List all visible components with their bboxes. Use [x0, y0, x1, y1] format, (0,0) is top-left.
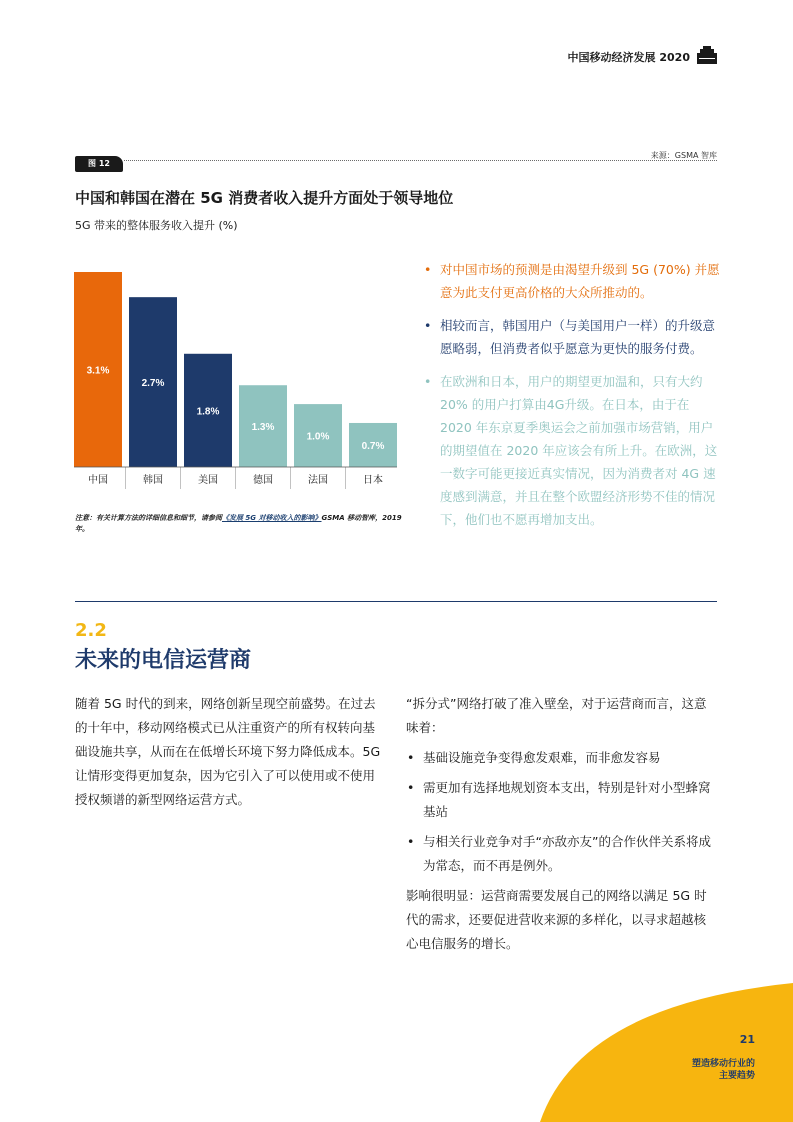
- insight-china: [420, 258, 720, 304]
- chart-note-prefix: 注意：有关计算方法的详细信息和细节，请参阅: [75, 514, 222, 522]
- corner-decoration: [540, 975, 793, 1122]
- figure-subtitle: 5G 带来的整体服务收入提升 (%): [75, 219, 238, 232]
- bullet-icon: •: [424, 318, 432, 333]
- x-tick-label: 法国: [308, 475, 328, 486]
- gsma-logo-icon: [697, 46, 717, 64]
- footer-label-line1: 塑造移动行业的: [691, 1059, 755, 1069]
- figure-source: 来源：GSMA 智库: [650, 151, 717, 160]
- bar-chart: [70, 262, 405, 492]
- bar-value-label: 3.1%: [86, 365, 110, 377]
- footer-label-line2: 主要趋势: [718, 1071, 755, 1081]
- bullet-icon: •: [407, 834, 415, 849]
- list-item-text: 与相关行业竞争对手“亦敌亦友”的合作伙伴关系将成为常态，而不再是例外。: [423, 834, 711, 873]
- right-intro: “拆分式”网络打破了准入壁垒，对于运营商而言，这意味着：: [406, 696, 707, 735]
- list-item-text: 需更加有选择地规划资本支出，特别是针对小型蜂窝基站: [423, 780, 711, 819]
- section-divider: [75, 601, 717, 602]
- right-conclusion: 影响很明显：运营商需要发展自己的网络以满足 5G 时代的需求，还要促进营收来源的多样化，以寻求超越核心电信服务的增长。: [406, 888, 707, 951]
- x-tick-label: 日本: [363, 475, 383, 486]
- chart-note-suffix: GSMA 移动智库，2019 年。: [75, 514, 402, 533]
- section-number: 2.2: [75, 620, 107, 641]
- left-paragraph: 随着 5G 时代的到来，网络创新呈现空前盛势。在过去的十年中，移动网络模式已从注重资产的所有权转向基础设施共享，从而在在低增长环境下努力降低成本。5G 让情形变得更加复杂，因为它引入了可以使用或不使用授权频谱的新型网络运营方式。: [75, 696, 381, 807]
- page-number: 21: [739, 1033, 755, 1046]
- right-column: [406, 692, 718, 956]
- bar-value-label: 1.8%: [196, 406, 220, 418]
- bar-value-label: 0.7%: [361, 440, 385, 452]
- bullet-icon: •: [424, 374, 432, 389]
- list-item: [406, 746, 718, 770]
- footer-label: [640, 1058, 755, 1082]
- insight-korea: [420, 314, 720, 360]
- x-tick-label: 德国: [253, 475, 273, 486]
- x-tick-label: 美国: [198, 475, 218, 486]
- bar-value-label: 1.3%: [251, 422, 275, 434]
- bullet-icon: •: [407, 750, 415, 765]
- x-tick-label: 中国: [88, 475, 108, 486]
- list-item: [406, 776, 718, 824]
- bullet-icon: •: [407, 780, 415, 795]
- header-title: 中国移动经济发展 2020: [567, 51, 690, 64]
- section-title: 未来的电信运营商: [75, 648, 252, 673]
- bar-value-label: 2.7%: [141, 378, 165, 390]
- insight-korea-text: 相较而言，韩国用户（与美国用户一样）的升级意愿略弱，但消费者似乎愿意为更快的服务付费。: [440, 318, 716, 356]
- insight-china-text: 对中国市场的预测是由渴望升级到 5G (70%) 并愿意为此支付更高价格的大众所推动的。: [440, 262, 720, 300]
- figure-divider: [124, 160, 717, 161]
- figure-badge: 图 12: [75, 156, 123, 172]
- list-item-text: 基础设施竞争变得愈发艰难，而非愈发容易: [423, 750, 661, 765]
- insight-europe-japan: [420, 370, 720, 531]
- chart-note-link[interactable]: 《发展 5G 对移动收入的影响》: [222, 514, 322, 522]
- x-tick-label: 韩国: [143, 475, 163, 486]
- list-item: [406, 830, 718, 878]
- operator-implications-list: [406, 746, 718, 878]
- chart-canvas: [70, 262, 405, 492]
- insight-europe-japan-text: 在欧洲和日本，用户的期望更加温和，只有大约 20% 的用户打算由4G升级。在日本，由于在 2020 年东京夏季奥运会之前加强市场营销，用户的期望值在 2020 年应该会有所上升。在欧洲，这一数字可能更接近真实情况，因为消费者对 4G 速度感到满意，并且在整个欧盟经济形势不佳的情况下，他们也不愿再增加支出。: [440, 374, 718, 527]
- chart-note: [75, 513, 415, 535]
- figure-title: 中国和韩国在潜在 5G 消费者收入提升方面处于领导地位: [75, 189, 454, 207]
- bullet-icon: •: [424, 262, 432, 277]
- bar-value-label: 1.0%: [306, 431, 330, 443]
- insight-list: [420, 258, 720, 541]
